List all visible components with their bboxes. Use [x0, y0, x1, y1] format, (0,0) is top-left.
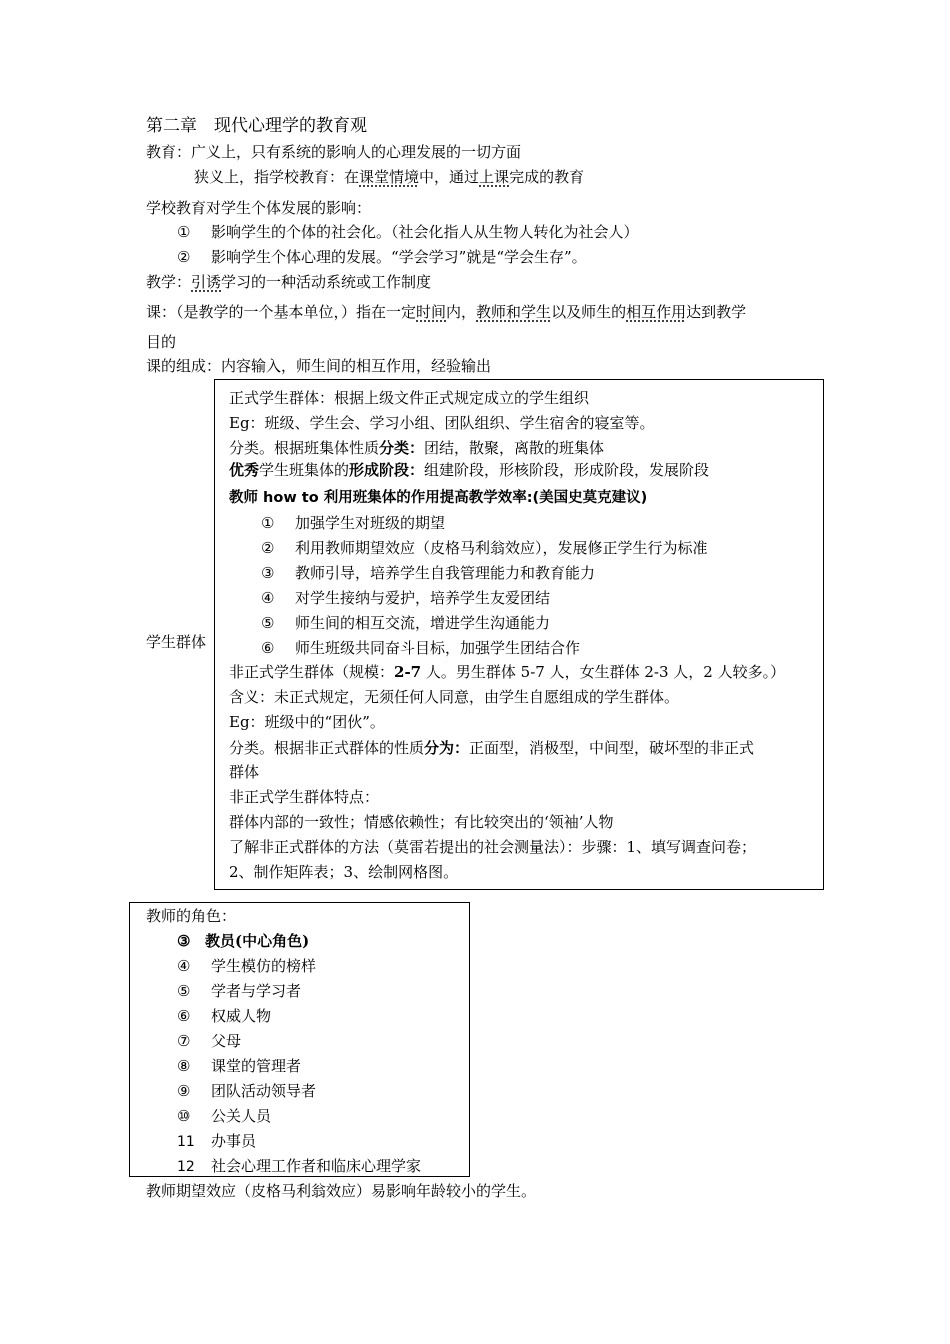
suggestion-num: ①	[261, 514, 275, 532]
informal-example: Eg：班级中的“团伙”。	[229, 713, 385, 731]
suggestion-num: ②	[261, 539, 275, 557]
role-item	[177, 1081, 316, 1101]
role-num: 12	[177, 1159, 195, 1175]
role-num: ③	[177, 932, 191, 950]
page-title: 第二章 现代心理学的教育观	[146, 116, 367, 136]
suggestion-text: 师生间的相互交流，增进学生沟通能力	[295, 614, 551, 632]
roles-heading: 教师的角色：	[146, 907, 237, 925]
role-text: 父母	[211, 1032, 242, 1050]
education-narrow-mid: 中，通过	[419, 168, 480, 186]
role-text: 教员(中心角色)	[205, 932, 310, 950]
education-narrow-pre: 狭义上，指学校教育：在	[194, 168, 360, 186]
role-item	[177, 1006, 271, 1026]
role-item	[177, 1156, 421, 1177]
lesson-mid: 内，	[446, 303, 477, 321]
role-item	[177, 1131, 256, 1152]
role-text: 办事员	[211, 1132, 257, 1150]
suggestion-item	[261, 588, 550, 608]
formal-group-definition: 正式学生群体：根据上级文件正式规定成立的学生组织	[229, 389, 590, 407]
lesson-dot2: 教师和学生	[476, 303, 552, 321]
school-heading: 学校教育对学生个体发展的影响：	[146, 199, 372, 217]
role-num: ⑨	[177, 1082, 191, 1100]
class-classification	[229, 438, 604, 458]
role-text: 课堂的管理者	[211, 1057, 302, 1075]
informal-meaning: 含义：未正式规定，无须任何人同意，由学生自愿组成的学生群体。	[229, 688, 680, 706]
formation-bold2: 形成阶段：	[349, 461, 425, 479]
role-item	[177, 931, 309, 951]
school-item	[177, 222, 639, 242]
teacher-suggestion-title: 教师 how to 利用班集体的作用提高教学效率:(美国史莫克建议)	[229, 490, 648, 506]
role-num: ⑧	[177, 1057, 191, 1075]
role-text: 权威人物	[211, 1007, 272, 1025]
formation-bold1: 优秀	[229, 461, 260, 479]
role-num: ⑩	[177, 1107, 191, 1125]
formation-post: 组建阶段，形核阶段，形成阶段，发展阶段	[424, 461, 710, 479]
school-item	[177, 247, 587, 267]
teaching-definition	[146, 272, 431, 292]
suggestion-item	[261, 563, 595, 583]
informal-classification-line2: 群体	[229, 763, 260, 781]
classification-bold: 分类：	[379, 439, 425, 457]
role-item	[177, 1106, 271, 1126]
role-num: 11	[177, 1134, 195, 1150]
suggestion-text: 对学生接纳与爱护，培养学生友爱团结	[295, 589, 551, 607]
role-item	[177, 1031, 241, 1051]
informal-features: 群体内部的一致性；情感依赖性；有比较突出的‘领袖’人物	[229, 813, 614, 831]
classification-post: 团结，散聚，离散的班集体	[424, 439, 605, 457]
formal-group-examples: Eg：班级、学生会、学习小组、团队组织、学生宿舍的寝室等。	[229, 414, 655, 432]
role-num: ⑥	[177, 1007, 191, 1025]
lesson-line1-pre: 课：（是教学的一个基本单位，）指在一定	[146, 303, 417, 321]
suggestion-num: ④	[261, 589, 275, 607]
informal-class-post: 正面型，消极型，中间型，破坏型的非正式	[469, 739, 755, 757]
suggestion-text: 师生班级共同奋斗目标，加强学生团结合作	[295, 639, 581, 657]
informal-method-line2: 2、制作矩阵表；3、绘制网格图。	[229, 863, 459, 881]
education-narrow-dot2: 上课	[479, 168, 510, 186]
education-narrow-dot1: 课堂情境	[359, 168, 420, 186]
role-text: 学生模仿的榜样	[211, 957, 317, 975]
education-broad: 教育：广义上，只有系统的影响人的心理发展的一切方面	[146, 143, 522, 161]
education-narrow	[194, 167, 584, 187]
suggestion-item	[261, 613, 550, 633]
footer-note: 教师期望效应（皮格马利翁效应）易影响年龄较小的学生。	[146, 1182, 537, 1200]
suggestion-num: ③	[261, 564, 275, 582]
suggestion-text: 教师引导，培养学生自我管理能力和教育能力	[295, 564, 596, 582]
student-group-label: 学生群体	[146, 633, 207, 651]
lesson-definition	[146, 302, 746, 322]
lesson-composition: 课的组成：内容输入，师生间的相互作用，经验输出	[146, 357, 492, 375]
lesson-dot1: 时间	[416, 303, 447, 321]
classification-pre: 分类。根据班集体性质	[229, 439, 380, 457]
informal-features-title: 非正式学生群体特点：	[229, 788, 380, 806]
role-text: 社会心理工作者和临床心理学家	[211, 1157, 422, 1175]
role-num: ④	[177, 957, 191, 975]
informal-class-pre: 分类。根据非正式群体的性质	[229, 739, 425, 757]
role-item	[177, 956, 316, 976]
suggestion-text: 利用教师期望效应（皮格马利翁效应），发展修正学生行为标准	[295, 539, 708, 557]
informal-group-size	[229, 662, 785, 682]
role-item	[177, 1056, 301, 1076]
role-item	[177, 981, 301, 1001]
lesson-dot3: 相互作用	[626, 303, 687, 321]
formation-stages	[229, 460, 709, 480]
lesson-line1-post: 达到教学	[686, 303, 747, 321]
suggestion-num: ⑤	[261, 614, 275, 632]
informal-pre: 非正式学生群体（规模：	[229, 663, 395, 681]
informal-post: 人。男生群体 5-7 人，女生群体 2-3 人，2 人较多。）	[421, 663, 786, 681]
role-text: 学者与学习者	[211, 982, 302, 1000]
teaching-pre: 教学：	[146, 273, 192, 291]
suggestion-text: 加强学生对班级的期望	[295, 514, 446, 532]
informal-classification	[229, 738, 754, 758]
school-item-text: 影响学生个体心理的发展。“学会学习”就是“学会生存”。	[211, 248, 587, 266]
suggestion-num: ⑥	[261, 639, 275, 657]
school-item-num: ②	[177, 248, 191, 266]
informal-class-bold: 分为：	[424, 739, 470, 757]
informal-bold: 2-7	[394, 663, 422, 681]
role-text: 公关人员	[211, 1107, 272, 1125]
education-narrow-post: 完成的教育	[509, 168, 585, 186]
suggestion-item	[261, 538, 708, 558]
role-num: ⑤	[177, 982, 191, 1000]
teaching-dot: 引诱	[191, 273, 222, 291]
formation-mid: 学生班集体的	[259, 461, 350, 479]
school-item-text: 影响学生的个体的社会化。（社会化指人从生物人转化为社会人）	[211, 223, 639, 241]
suggestion-item	[261, 638, 580, 658]
teaching-post: 学习的一种活动系统或工作制度	[221, 273, 432, 291]
suggestion-item	[261, 513, 445, 533]
school-item-num: ①	[177, 223, 191, 241]
informal-method-line1: 了解非正式群体的方法（莫雷若提出的社会测量法）：步骤：1、填写调查问卷；	[229, 838, 757, 856]
role-num: ⑦	[177, 1032, 191, 1050]
role-text: 团队活动领导者	[211, 1082, 317, 1100]
lesson-mid2: 以及师生的	[551, 303, 627, 321]
lesson-line2: 目的	[146, 333, 177, 351]
